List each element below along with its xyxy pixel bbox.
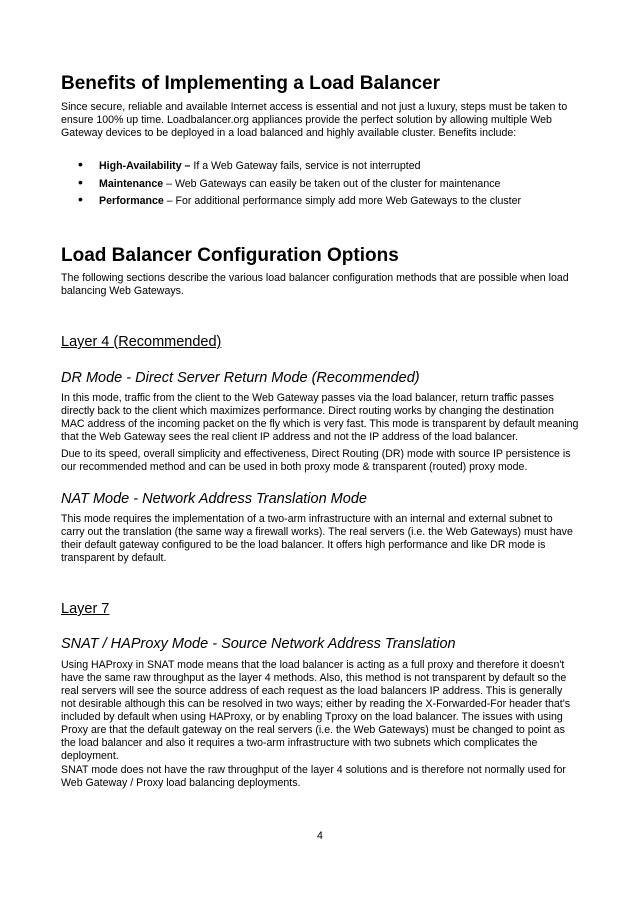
layer7-heading: Layer 7 (61, 601, 110, 617)
layer4-heading: Layer 4 (Recommended) (61, 334, 222, 350)
nat-mode-heading: NAT Mode - Network Address Translation Mode (61, 491, 367, 507)
config-heading: Load Balancer Configuration Options (61, 245, 399, 266)
benefit-term: High-Availability – (99, 160, 191, 172)
benefits-intro: Since secure, reliable and available Internet access is essential and not just a luxury, steps must be taken to ensure 100% up time. Loadbalancer.org appliances provide the perfect solution by allowing multiple Web Gateway devices to be deployed in a load balanced and highly available cluster. Benefits include: (61, 101, 568, 139)
config-intro: The following sections describe the various load balancer configuration methods that are possible when load balancing Web Gateways. (61, 272, 569, 297)
dr-mode-paragraph-1: In this mode, traffic from the client to the Web Gateway passes via the load balancer, return traffic passes directly back to the client which maximizes performance. Direct routing works by changing the destination MAC address of the incoming packet on the fly which is very fast. This mode is transparent by default meaning that the Web Gateway sees the real client IP address and not the IP address of the load balancer. (61, 392, 579, 443)
page-number: 4 (317, 830, 323, 842)
list-item (61, 173, 579, 196)
bullet-icon: • (78, 173, 83, 190)
snat-mode-paragraph-1: Using HAProxy in SNAT mode means that the load balancer is acting as a full proxy and therefore it doesn't have the same raw throughput as the layer 4 methods. Also, this method is not transparent by default so the real servers will see the source address of each request as the load balancers IP address. This is generally not desirable although this can be resolved in two ways; either by reading the X-Forwarded-For header that's included by default when using HAProxy, or by enabling Tproxy on the load balancer. The issues with using Proxy are that the default gateway on the real servers (i.e. the Web Gateways) must be changed to point as the load balancer and also it requires a two-arm infrastructure with two subnets which complicates the deployment. (61, 659, 571, 762)
benefit-text: – Web Gateways can easily be taken out of the cluster for maintenance (163, 177, 501, 190)
dr-mode-heading: DR Mode - Direct Server Return Mode (Recommended) (61, 370, 420, 386)
snat-mode-heading: SNAT / HAProxy Mode - Source Network Address Translation (61, 636, 456, 652)
benefits-list (61, 156, 579, 213)
snat-mode-paragraph-2: SNAT mode does not have the raw throughput of the layer 4 solutions and is therefore not normally used for Web Gateway / Proxy load balancing deployments. (61, 764, 566, 789)
list-item (61, 156, 579, 178)
benefit-text: – For additional performance simply add more Web Gateways to the cluster (163, 195, 521, 207)
benefit-term: Performance (99, 195, 164, 207)
bullet-icon: • (78, 156, 83, 172)
nat-mode-paragraph: This mode requires the implementation of a two-arm infrastructure with an internal and external subnet to carry out the translation (the same way a firewall works). The real servers (i.e. the Web Gateways) must have their default gateway configured to be the load balancer. It offers high performance and like DR mode is transparent by default. (61, 513, 573, 564)
dr-mode-paragraph-2: Due to its speed, overall simplicity and effectiveness, Direct Routing (DR) mode with source IP persistence is our recommended method and can be used in both proxy mode & transparent (routed) proxy mode. (61, 448, 571, 473)
list-item (61, 191, 579, 213)
benefit-text: If a Web Gateway fails, service is not interrupted (190, 160, 421, 172)
bullet-icon: • (78, 191, 83, 207)
benefits-heading: Benefits of Implementing a Load Balancer (61, 73, 441, 94)
benefit-term: Maintenance (99, 177, 164, 190)
